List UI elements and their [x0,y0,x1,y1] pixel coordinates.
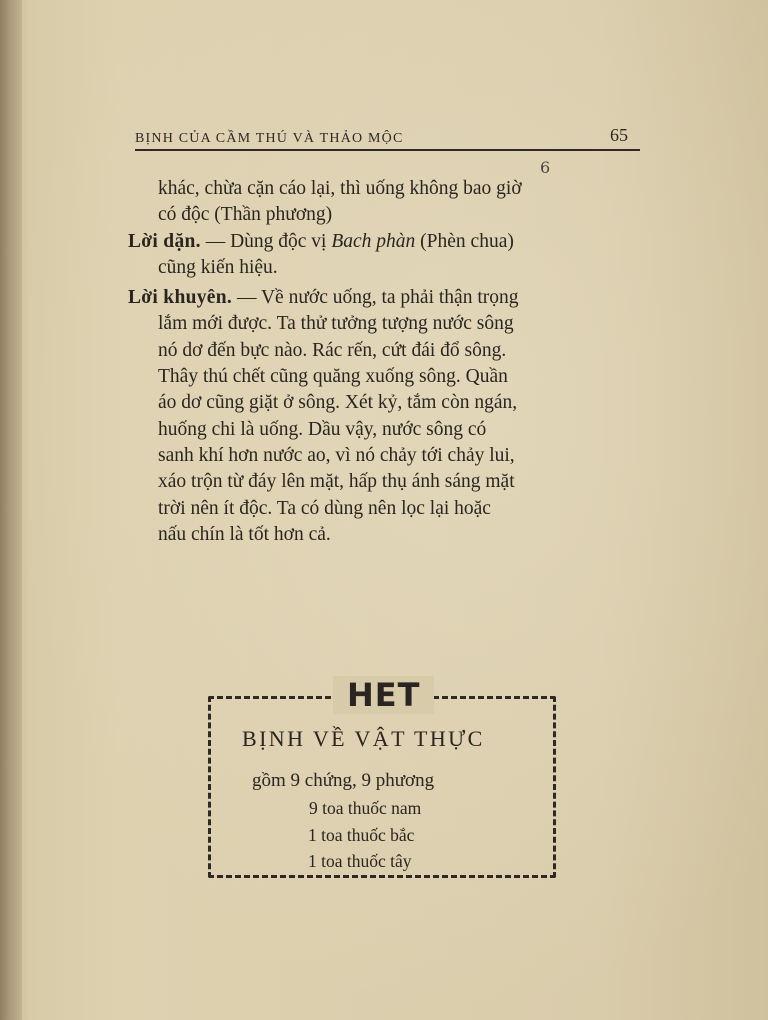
body-line: trời nên ít độc. Ta có dùng nên lọc lại hoặc [158,497,491,519]
body-line: huống chi là uống. Dầu vậy, nước sông có [158,418,487,440]
page-number: 65 [610,125,628,145]
end-item: 9 toa thuốc nam [309,798,422,818]
end-item: 1 toa thuốc tây [308,851,412,871]
note-line [128,229,668,255]
header-rule [135,149,640,151]
end-heading: BỊNH VỀ VẬT THỰC [242,726,485,751]
end-item: 1 toa thuốc bắc [308,825,415,845]
body-line: khác, chừa cặn cáo lại, thì uống không bao giờ [158,178,522,199]
note-italic: Bach phàn [331,230,416,252]
advice-label: Lời khuyên. [128,287,233,309]
advice-text: — Về nước uống, ta phải thận trọng [232,287,519,309]
body-line: nó dơ đến bực nào. Rác rến, cứt đái đổ sông. [158,339,507,361]
end-block [208,676,558,895]
body-line: cũng kiến hiệu. [158,256,278,278]
body-text [128,176,668,548]
running-head: BỊNH CỦA CẦM THÚ VÀ THẢO MỘC [135,131,404,146]
note-rest: (Phèn chua) [415,230,514,252]
body-line: có độc (Thần phương) [158,204,333,226]
pencil-mark: 6 [540,158,551,177]
note-label: Lời dặn. [128,230,201,252]
end-item: gồm 9 chứng, 9 phương [252,770,435,791]
body-line: lắm mới được. Ta thử tưởng tượng nước sông [158,313,514,335]
note-text: — Dùng độc vị [200,230,332,252]
body-line: xáo trộn từ đáy lên mặt, hấp thụ ánh sáng mặt [158,471,515,493]
page-header [135,125,640,155]
advice-line [128,285,668,311]
body-line: Thây thú chết cũng quăng xuống sông. Quần [158,366,508,388]
end-title: HET [333,676,434,714]
body-line: nấu chín là tốt hơn cả. [158,523,331,545]
body-line: sanh khí hơn nước ao, vì nó chảy tới chảy lui, [158,444,515,466]
body-line: áo dơ cũng giặt ở sông. Xét kỷ, tắm còn ngán, [158,392,518,414]
binding-edge [0,0,22,1020]
